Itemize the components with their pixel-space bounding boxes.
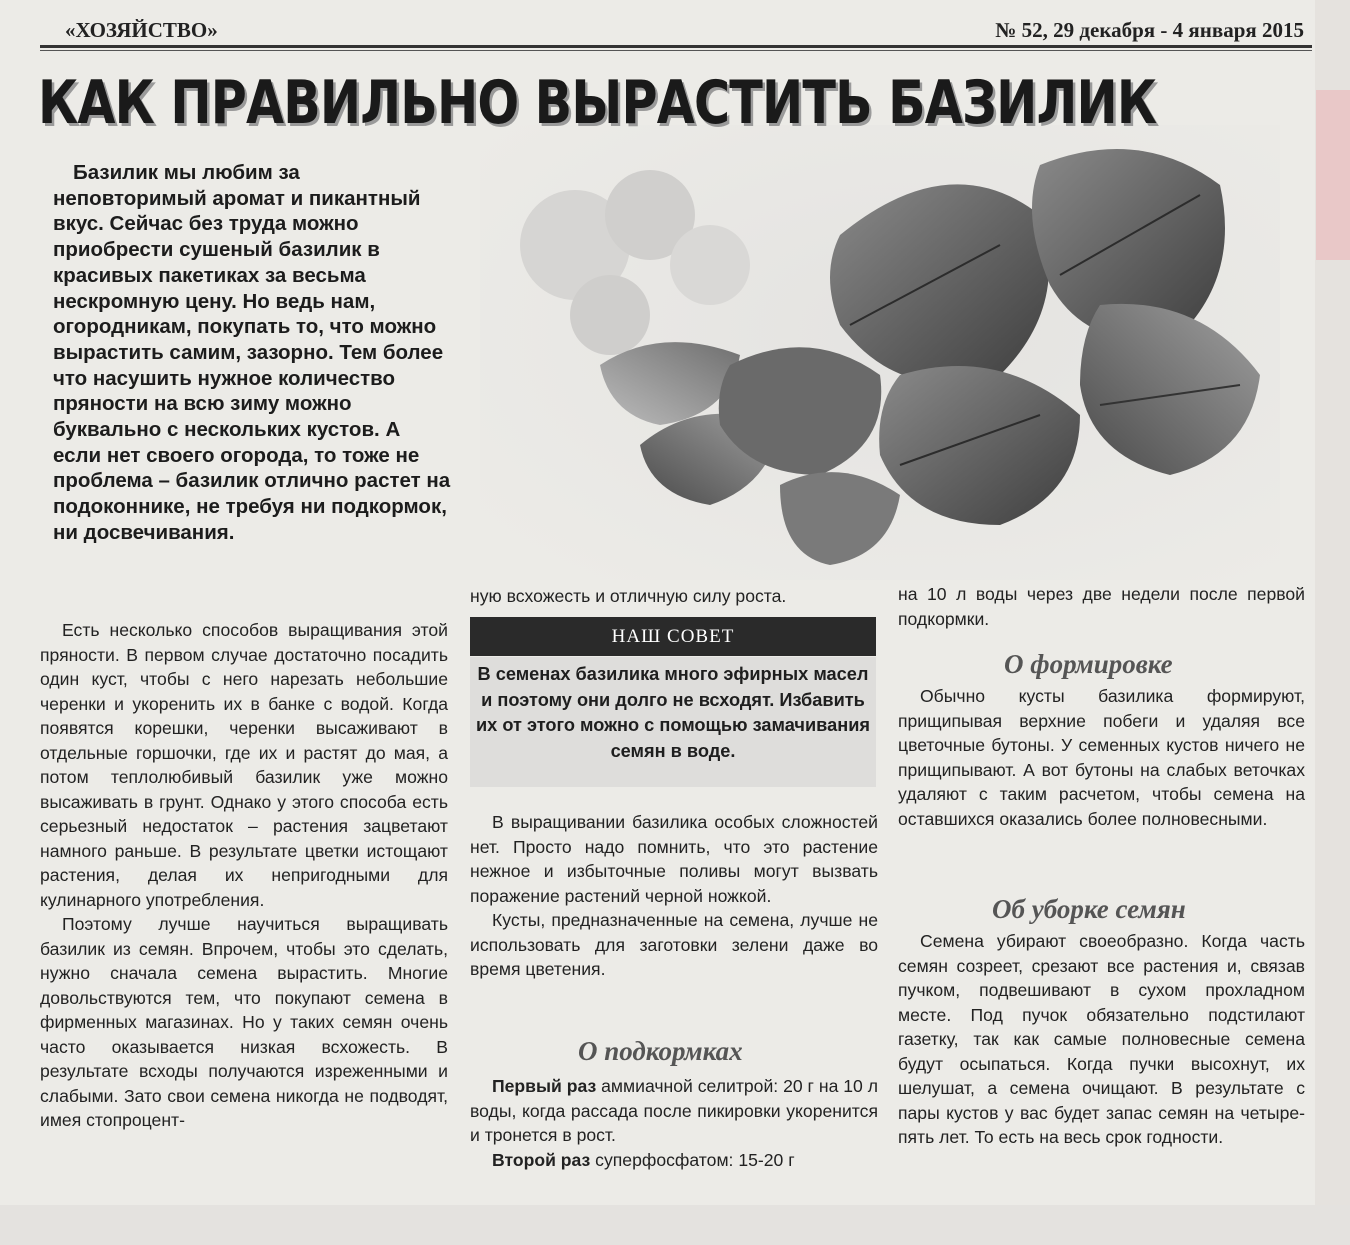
feeding-second <box>470 1148 878 1173</box>
feeding-first-label: Первый раз <box>492 1076 597 1096</box>
column2-continuation: ную всхожесть и отличную силу роста. <box>470 586 787 606</box>
header-rule <box>40 45 1312 48</box>
column2-paragraph-2: Кусты, предназначенные на семена, лучше не использовать для заготовки зелени даже во время цветения. <box>470 910 878 979</box>
column1-paragraph-1: Есть несколько способов выращивания этой пряности. В первом случае достаточно посадить один куст, чтобы с него нарезать небольшие черенки и укоренить их в банке с водой. Когда появятся корешки, черенки высаживают в отдельные горшочки, где их и растят до мая, а потом теплолюбивый базилик уже можно высаживать в грунт. Однако у этого способа есть серьезный недостаток – растения зацветают намного раньше. В результате цветки истощают растения, делая их непригодными для кулинарного употребления. <box>40 620 448 910</box>
subhead-seeds: Об уборке семян <box>992 894 1186 924</box>
column-2-top <box>470 584 878 609</box>
publication-name: «ХОЗЯЙСТВО» <box>65 18 218 42</box>
feeding-first-text: аммиачной селитрой: 20 г на 10 л воды, когда рассада после пикировки укоренится и тронется в рост. <box>470 1076 879 1145</box>
column-2-body <box>470 810 878 982</box>
column-2-feeding <box>470 1074 878 1172</box>
basil-leaves-icon <box>480 125 1280 580</box>
column1-paragraph-2: Поэтому лучше научиться выращивать базилик из семян. Впрочем, чтобы это сделать, нужно сначала семена вырастить. Многие довольствуются тем, что покупают семена в фирменных магазинах. Но у таких семян очень часто оказывается низкая всхожесть. В результате всходы получаются изреженными и слабыми. Зато свои семена никогда не подводят, имея стопроцент- <box>40 914 448 1130</box>
column-3-seeds <box>898 929 1305 1150</box>
advice-title: НАШ СОВЕТ <box>470 617 876 656</box>
bottom-page-edge <box>0 1205 1350 1245</box>
lead-paragraph: Базилик мы любим за неповторимый аромат и пикантный вкус. Сейчас без труда можно приобрести сушеный базилик в красивых пакетиках за весьма нескромную цену. Но ведь нам, огородникам, покупать то, что можно вырастить самим, зазорно. Тем более что насушить нужное количество пряности на всю зиму можно буквально с нескольких кустов. А если нет своего огорода, то тоже не проблема – базилик отлично растет на подоконнике, не требуя ни подкормок, ни досвечивания. <box>53 161 451 544</box>
column3-continuation: на 10 л воды через две недели после первой подкормки. <box>898 584 1305 629</box>
feeding-second-label: Второй раз <box>492 1149 591 1170</box>
feeding-first <box>470 1074 878 1148</box>
adjacent-page-red-print <box>1316 90 1350 260</box>
column3-paragraph-1: Обычно кусты базилика формируют, прищипывая верхние побеги и удаляя все цветочные бутоны. У семенных кустов ничего не прищипывают. А вот бутоны на слабых веточках удаляют с таким расчетом, чтобы семена на оставшихся оказались более полновесными. <box>898 686 1305 829</box>
column-3-top <box>898 582 1305 631</box>
column3-paragraph-2: Семена убирают своеобразно. Когда часть семян созреет, срезают все растения и, связав пучком, подвешивают в сухом прохладном месте. Под пучок обязательно подстилают газетку, так как самые полновесные семена будут осыпаться. Когда пучки высохнут, их шелушат, а семена очищают. В результате с пары кустов у вас будет запас семян на четыре-пять лет. То есть на весь срок годности. <box>898 931 1305 1147</box>
article-headline: КАК ПРАВИЛЬНО ВЫРАСТИТЬ БАЗИЛИК <box>38 68 1157 138</box>
subhead-forming: О формировке <box>1004 649 1173 679</box>
column-1 <box>40 618 448 1133</box>
feeding-second-text: суперфосфатом: 15-20 г <box>590 1149 795 1170</box>
advice-text: В семенах базилика много эфирных масел и поэтому они долго не всходят. Избавить их от этого можно с помощью замачивания семян в воде. <box>476 664 870 761</box>
subhead-feeding: О подкормках <box>578 1036 743 1066</box>
basil-photo <box>480 125 1280 580</box>
header-rule-thin <box>40 50 1312 51</box>
issue-info: № 52, 29 декабря - 4 января 2015 <box>995 18 1304 42</box>
column-3-forming <box>898 684 1305 831</box>
column2-paragraph-1: В выращивании базилика особых сложностей нет. Просто надо помнить, что это растение нежное и избыточные поливы могут вызвать поражение растений черной ножкой. <box>470 812 878 906</box>
